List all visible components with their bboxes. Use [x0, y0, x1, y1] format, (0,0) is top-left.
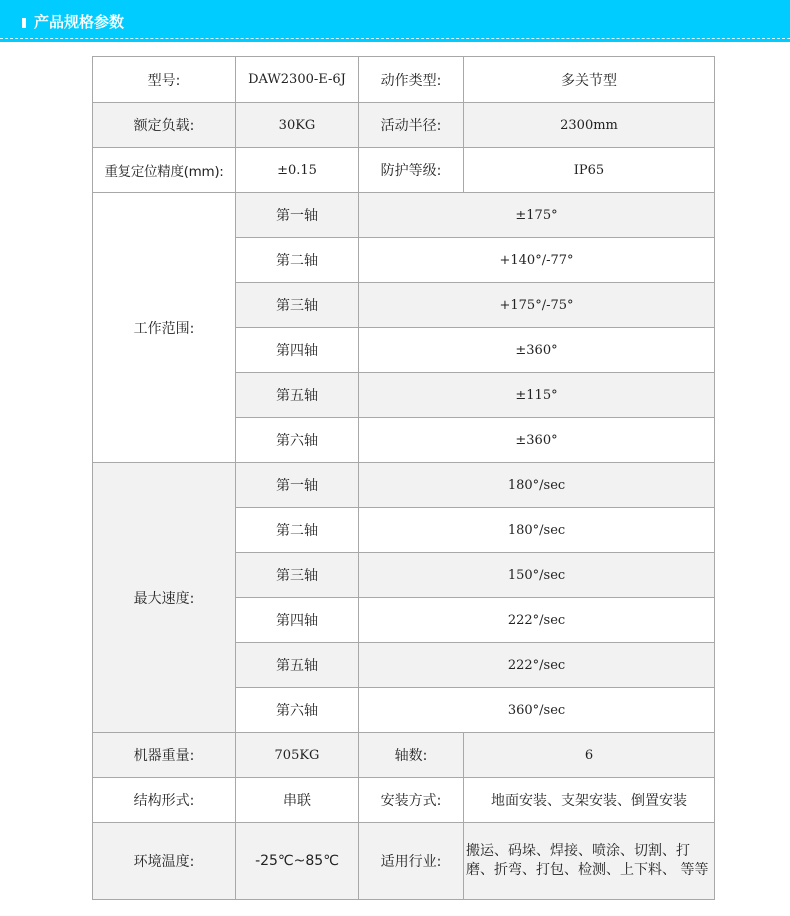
- axis-name: 第四轴: [236, 598, 359, 643]
- working-radius-label: 活动半径:: [359, 103, 464, 148]
- table-row: [93, 103, 715, 148]
- axes-value: 6: [464, 733, 715, 778]
- section-header: [0, 0, 790, 42]
- table-row: [93, 148, 715, 193]
- action-type-label: 动作类型:: [359, 57, 464, 103]
- axis-name: 第二轴: [236, 238, 359, 283]
- axis-value: +175°/-75°: [359, 283, 715, 328]
- table-row: [93, 778, 715, 823]
- action-type-value: 多关节型: [464, 57, 715, 103]
- axis-value: 222°/sec: [359, 598, 715, 643]
- table-row: [93, 733, 715, 778]
- axis-value: 360°/sec: [359, 688, 715, 733]
- mounting-value: 地面安装、支架安装、倒置安装: [464, 778, 715, 823]
- working-radius-value: 2300mm: [464, 103, 715, 148]
- axis-value: 222°/sec: [359, 643, 715, 688]
- axis-name: 第三轴: [236, 283, 359, 328]
- weight-label: 机器重量:: [93, 733, 236, 778]
- max-speed-label: 最大速度:: [93, 463, 236, 733]
- protection-label: 防护等级:: [359, 148, 464, 193]
- axis-value: ±175°: [359, 193, 715, 238]
- mounting-label: 安装方式:: [359, 778, 464, 823]
- axis-name: 第一轴: [236, 463, 359, 508]
- axis-name: 第二轴: [236, 508, 359, 553]
- section-title: [22, 14, 124, 30]
- section-title-text: 产品规格参数: [34, 13, 125, 31]
- axis-name: 第三轴: [236, 553, 359, 598]
- axes-label: 轴数:: [359, 733, 464, 778]
- axis-value: ±360°: [359, 418, 715, 463]
- weight-value: 705KG: [236, 733, 359, 778]
- axis-value: ±360°: [359, 328, 715, 373]
- temperature-value: -25℃~85℃: [236, 823, 359, 900]
- table-row: [93, 57, 715, 103]
- temperature-label: 环境温度:: [93, 823, 236, 900]
- structure-label: 结构形式:: [93, 778, 236, 823]
- rated-load-label: 额定负载:: [93, 103, 236, 148]
- model-label: 型号:: [93, 57, 236, 103]
- table-row: [93, 823, 715, 900]
- table-row: [93, 193, 715, 238]
- title-marker-icon: [22, 18, 26, 28]
- industry-label: 适用行业:: [359, 823, 464, 900]
- industry-value: 搬运、码垛、焊接、喷涂、切割、打磨、折弯、打包、检测、上下料、 等等: [464, 823, 715, 900]
- model-value: DAW2300-E-6J: [236, 57, 359, 103]
- axis-value: ±115°: [359, 373, 715, 418]
- axis-value: 180°/sec: [359, 463, 715, 508]
- work-range-label: 工作范围:: [93, 193, 236, 463]
- axis-value: 180°/sec: [359, 508, 715, 553]
- header-divider: [0, 38, 790, 39]
- axis-name: 第五轴: [236, 373, 359, 418]
- repeat-accuracy-label: 重复定位精度(mm):: [93, 148, 236, 193]
- axis-name: 第一轴: [236, 193, 359, 238]
- rated-load-value: 30KG: [236, 103, 359, 148]
- spec-table: [92, 56, 715, 900]
- axis-value: +140°/-77°: [359, 238, 715, 283]
- axis-name: 第五轴: [236, 643, 359, 688]
- axis-name: 第四轴: [236, 328, 359, 373]
- axis-name: 第六轴: [236, 418, 359, 463]
- protection-value: IP65: [464, 148, 715, 193]
- structure-value: 串联: [236, 778, 359, 823]
- repeat-accuracy-value: ±0.15: [236, 148, 359, 193]
- axis-value: 150°/sec: [359, 553, 715, 598]
- axis-name: 第六轴: [236, 688, 359, 733]
- table-row: [93, 463, 715, 508]
